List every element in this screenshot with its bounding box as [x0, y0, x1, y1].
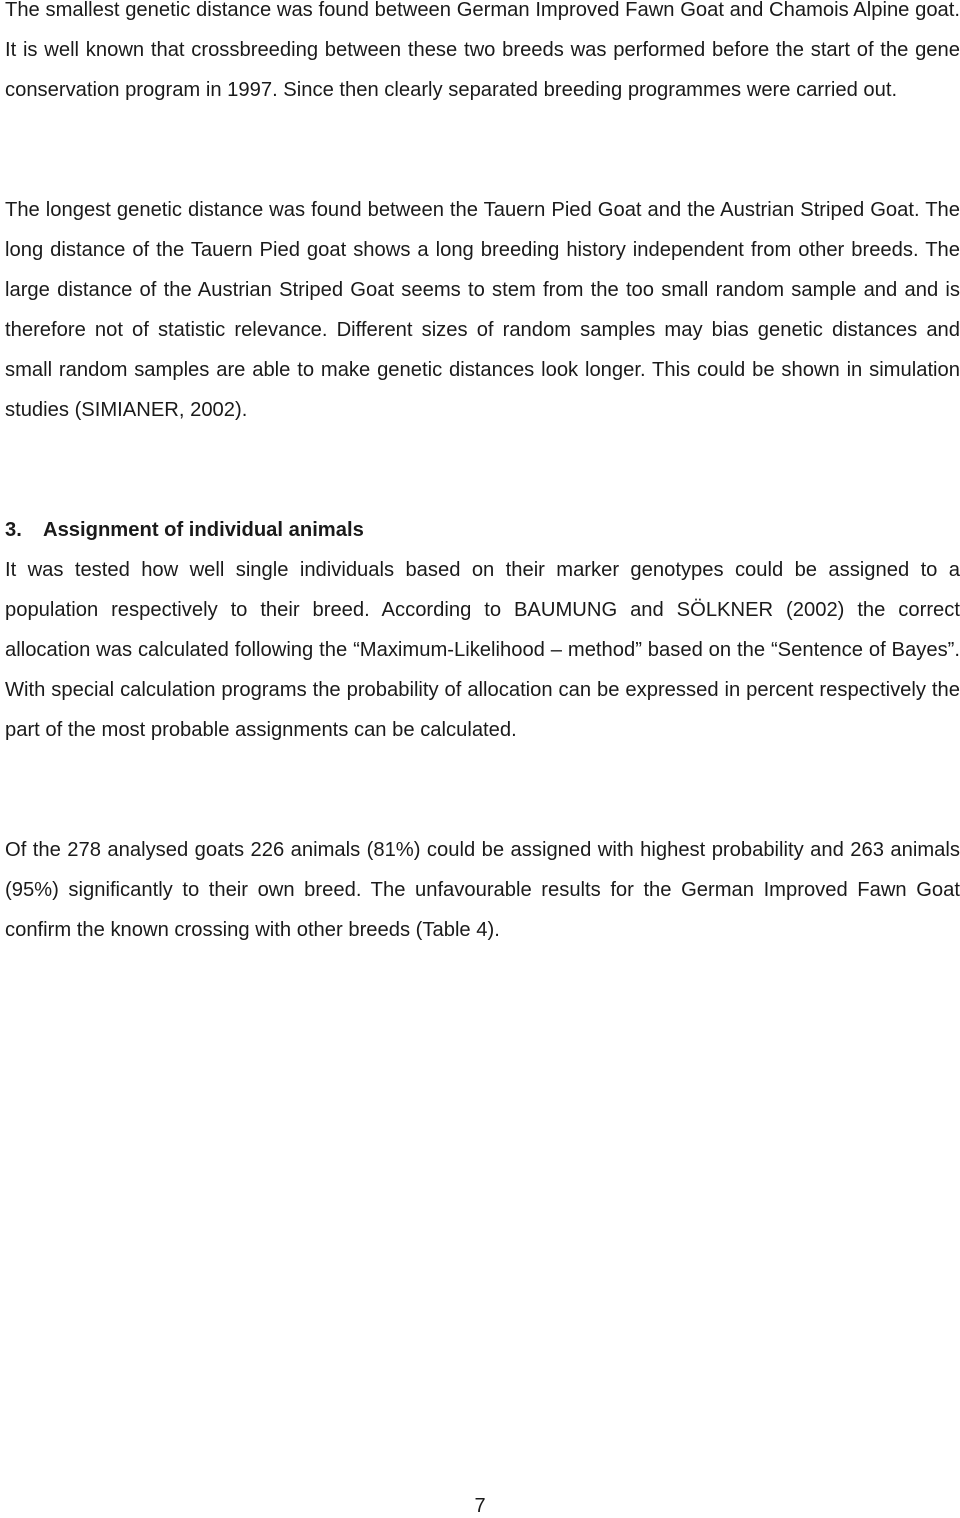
- paragraph-assignment-method: It was tested how well single individuals based on their marker genotypes could be assigned to a population respectively to their breed. According to BAUMUNG and SÖLKNER (2002) the correct allocation was calculated following the “Maximum-Likelihood – method” based on the “Sentence of Bayes”. With special calculation programs the probability of allocation can be expressed in percent respectively the part of the most probable assignments can be calculated.: [5, 559, 960, 741]
- paragraph-longest-distance: The longest genetic distance was found between the Tauern Pied Goat and the Austrian Striped Goat. The long distance of the Tauern Pied goat shows a long breeding history independent from other breeds. The large distance of the Austrian Striped Goat seems to stem from the too small random sample and and is therefore not of statistic relevance. Different sizes of random samples may bias genetic distances and small random samples are able to make genetic distances look longer. This could be shown in simulation studies (SIMIANER, 2002).: [5, 199, 960, 421]
- section-assignment: [5, 510, 960, 750]
- section-number: 3.: [5, 519, 22, 541]
- paragraph-smallest-distance: The smallest genetic distance was found between German Improved Fawn Goat and Chamois Alpine goat. It is well known that crossbreeding between these two breeds was performed before the start of the gene conservation program in 1997. Since then clearly separated breeding programmes were carried out.: [5, 0, 960, 101]
- page-number: 7: [474, 1495, 486, 1517]
- paragraph-assignment-results: Of the 278 analysed goats 226 animals (81%) could be assigned with highest probability and 263 animals (95%) significantly to their own breed. The unfavourable results for the German Improved Fawn Goat confirm the known crossing with other breeds (Table 4).: [5, 839, 960, 941]
- section-title: Assignment of individual animals: [43, 519, 364, 541]
- section-heading: [5, 510, 960, 550]
